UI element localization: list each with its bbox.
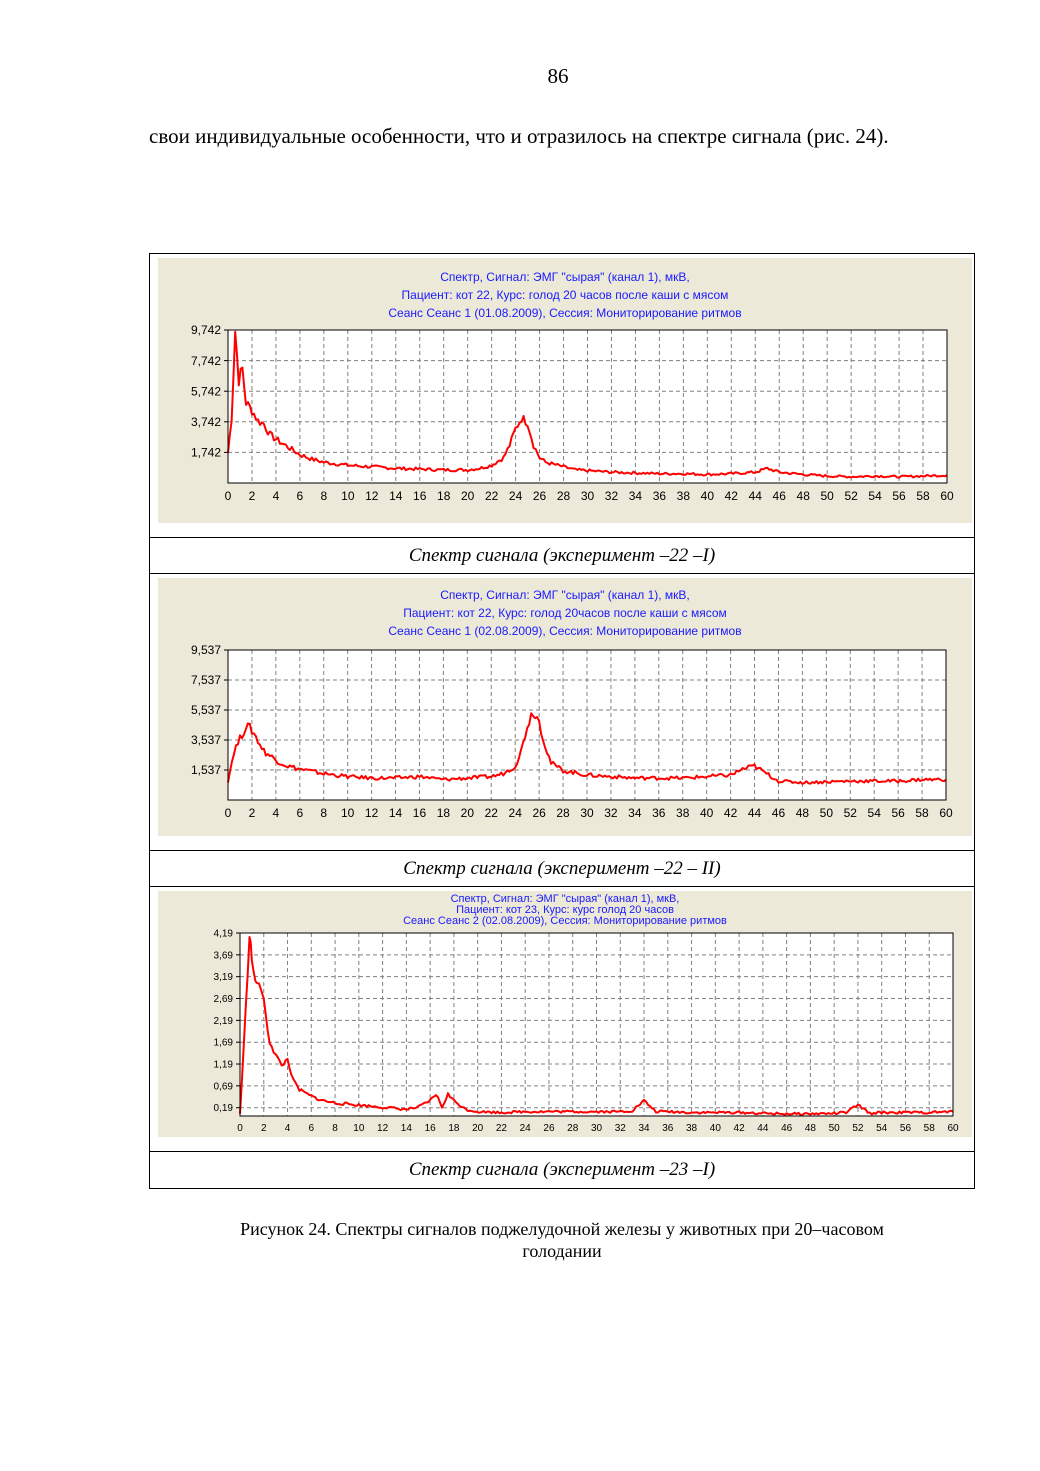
chart-1-x-tick-label: 52 [844, 489, 858, 503]
chart-1-title-line-1: Спектр, Сигнал: ЭМГ "сырая" (канал 1), мкВ, [440, 270, 690, 284]
chart-1-y-tick-label: 1,742 [190, 445, 221, 460]
chart-1-title-line-3: Сеанс Сеанс 1 (01.08.2009), Сессия: Мониторирование ритмов [388, 306, 742, 320]
chart-1-x-tick-label: 38 [676, 489, 691, 503]
body-paragraph: свои индивидуальные особенности, что и отразилось на спектре сигнала (рис. 24). [149, 124, 889, 148]
chart-3-y-tick-label: 3,19 [213, 972, 233, 984]
chart-1-x-tick-label: 48 [796, 489, 810, 503]
chart-1-x-tick-label: 12 [365, 489, 379, 503]
chart-2-title-line-1: Спектр, Сигнал: ЭМГ "сырая" (канал 1), мкВ, [440, 588, 690, 602]
chart-1-plot [158, 258, 972, 523]
chart-1-x-tick-label: 40 [700, 489, 715, 503]
chart-2-plot [158, 578, 972, 836]
chart-1-x-tick-label: 26 [532, 489, 547, 503]
chart-2-x-tick-label: 60 [939, 806, 953, 820]
chart-1-x-tick-label: 0 [224, 489, 232, 503]
chart-3-plot [158, 891, 972, 1137]
chart-3-x-tick-label: 52 [852, 1123, 864, 1134]
chart-1-x-tick-label: 58 [916, 489, 930, 503]
chart-2-x-tick-label: 58 [915, 806, 929, 820]
chart-1-y-tick-label: 7,742 [190, 353, 221, 368]
chart-3-title-line-1: Спектр, Сигнал: ЭМГ "сырая" (канал 1), мкВ, [450, 893, 680, 905]
chart-3-y-tick-label: 4,19 [213, 928, 233, 940]
chart-3-x-tick-label: 12 [377, 1123, 389, 1134]
chart-1-x-tick-label: 56 [892, 489, 906, 503]
chart-3-x-tick-label: 44 [757, 1123, 769, 1134]
chart-2-x-tick-label: 0 [224, 806, 232, 820]
chart-2-x-tick-label: 26 [532, 806, 546, 820]
chart-2-x-tick-label: 6 [296, 806, 304, 820]
chart-1-y-tick-label: 9,742 [190, 323, 221, 338]
chart-3-x-tick-label: 4 [284, 1123, 291, 1134]
chart-2-x-tick-label: 20 [460, 806, 475, 820]
chart-2-x-tick-label: 14 [388, 806, 403, 820]
chart-panel-1 [158, 258, 972, 523]
chart-3-x-tick-label: 40 [709, 1123, 721, 1134]
chart-1-x-tick-label: 16 [413, 489, 427, 503]
chart-1-x-tick-label: 42 [724, 489, 738, 503]
chart-2-y-tick-label: 7,537 [190, 673, 221, 688]
chart-3-x-tick-label: 50 [828, 1123, 840, 1134]
chart-3-x-tick-label: 24 [519, 1123, 531, 1134]
chart-3-y-tick-label: 2,19 [213, 1015, 233, 1027]
chart-2-y-tick-label: 5,537 [190, 703, 221, 718]
chart-1-x-tick-label: 8 [320, 489, 328, 503]
chart-1-x-tick-label: 46 [772, 489, 786, 503]
chart-3-x-tick-label: 2 [260, 1123, 267, 1134]
chart-2-title-line-3: Сеанс Сеанс 1 (02.08.2009), Сессия: Мониторирование ритмов [388, 624, 742, 638]
chart-1-x-tick-label: 18 [437, 489, 451, 503]
chart-2-x-tick-label: 8 [320, 806, 328, 820]
chart-3-title-line-2: Пациент: кот 23, Курс: курс голод 20 часов [456, 904, 674, 916]
chart-3-title-line-3: Сеанс Сеанс 2 (02.08.2009), Сессия: Мониторирование ритмов [403, 915, 727, 927]
chart-2-x-tick-label: 28 [556, 806, 570, 820]
chart-1-x-tick-label: 24 [508, 489, 523, 503]
chart-2-x-tick-label: 32 [604, 806, 618, 820]
chart-2-x-tick-label: 24 [508, 806, 522, 820]
chart-1-x-tick-label: 44 [748, 489, 762, 503]
chart-3-x-tick-label: 54 [876, 1123, 888, 1134]
chart-2-x-tick-label: 52 [843, 806, 857, 820]
chart-1-y-tick-label: 5,742 [190, 384, 221, 399]
chart-3-x-tick-label: 14 [400, 1123, 412, 1134]
chart-1-y-tick-label: 3,742 [190, 415, 221, 429]
chart-2-y-tick-label: 3,537 [190, 733, 221, 748]
chart-2-x-tick-label: 22 [484, 806, 498, 820]
chart-2-x-tick-label: 36 [652, 806, 666, 820]
chart-1-x-tick-label: 54 [868, 489, 882, 503]
chart-2-x-tick-label: 4 [272, 806, 280, 820]
chart-3-x-tick-label: 26 [543, 1123, 555, 1134]
chart-1-x-tick-label: 60 [940, 489, 954, 503]
chart-2-x-tick-label: 12 [364, 806, 379, 820]
chart-3-x-tick-label: 22 [495, 1123, 507, 1134]
chart-3-x-tick-label: 30 [590, 1123, 603, 1134]
chart-2-title-line-2: Пациент: кот 22, Курс: голод 20часов после каши с мясом [403, 606, 727, 620]
figure-caption-line-1: Рисунок 24. Спектры сигналов поджелудочной железы у животных при 20–часовом [240, 1219, 884, 1239]
chart-3-x-tick-label: 58 [923, 1123, 935, 1134]
chart-1-x-tick-label: 4 [272, 489, 280, 503]
chart-2-x-tick-label: 44 [747, 806, 762, 820]
chart-3-x-tick-label: 48 [804, 1123, 816, 1134]
chart-3-x-tick-label: 38 [686, 1123, 698, 1134]
chart-3-y-tick-label: 0,19 [213, 1103, 233, 1115]
page-number: 86 [547, 64, 569, 88]
chart-1-x-tick-label: 20 [460, 489, 475, 503]
chart-1-x-tick-label: 6 [296, 489, 304, 503]
chart-3-x-tick-label: 34 [638, 1123, 650, 1134]
chart-2-x-tick-label: 50 [819, 806, 834, 820]
chart-2-x-tick-label: 16 [412, 806, 427, 820]
figure-caption [149, 1218, 975, 1262]
chart-1-x-tick-label: 28 [556, 489, 571, 503]
chart-panel-2 [158, 578, 972, 836]
chart-1-x-tick-label: 22 [484, 489, 499, 503]
chart-3-x-tick-label: 60 [947, 1123, 959, 1134]
chart-1-x-tick-label: 30 [580, 489, 595, 503]
chart-2-x-tick-label: 56 [891, 806, 905, 820]
chart-2-x-tick-label: 18 [436, 806, 451, 820]
chart-3-x-tick-label: 16 [424, 1123, 436, 1134]
chart-2-x-tick-label: 54 [867, 806, 881, 820]
chart-3-x-tick-label: 10 [353, 1123, 365, 1134]
chart-3-x-tick-label: 28 [567, 1123, 579, 1134]
chart-2-x-tick-label: 10 [340, 806, 355, 820]
chart-2-caption: Спектр сигнала (эксперимент –22 – II) [150, 850, 974, 887]
chart-3-x-tick-label: 56 [899, 1123, 912, 1134]
chart-3-y-tick-label: 1,19 [213, 1059, 233, 1071]
chart-1-caption: Спектр сигнала (эксперимент –22 –I) [150, 537, 974, 574]
chart-1-x-tick-label: 10 [341, 489, 355, 503]
chart-3-x-tick-label: 46 [781, 1123, 793, 1134]
chart-2-x-tick-label: 34 [628, 806, 642, 820]
chart-2-y-tick-label: 1,537 [190, 763, 221, 778]
chart-1-x-tick-label: 50 [820, 489, 834, 503]
figure-caption-line-2: голодании [522, 1241, 602, 1261]
chart-3-x-tick-label: 6 [308, 1123, 315, 1134]
chart-1-x-tick-label: 32 [604, 489, 619, 503]
chart-3-x-tick-label: 18 [448, 1123, 460, 1134]
chart-1-x-tick-label: 36 [652, 489, 667, 503]
chart-2-x-tick-label: 40 [699, 806, 714, 820]
chart-2-x-tick-label: 2 [248, 806, 256, 820]
chart-2-x-tick-label: 38 [676, 806, 690, 820]
chart-2-y-tick-label: 9,537 [190, 643, 221, 658]
chart-2-x-tick-label: 30 [580, 806, 594, 820]
chart-3-x-tick-label: 0 [237, 1123, 243, 1134]
chart-2-x-tick-label: 48 [795, 806, 810, 820]
chart-3-caption: Спектр сигнала (эксперимент –23 –I) [150, 1151, 974, 1188]
chart-1-x-tick-label: 34 [628, 489, 643, 503]
chart-1-x-tick-label: 14 [389, 489, 403, 503]
chart-3-x-tick-label: 42 [733, 1123, 745, 1134]
chart-2-x-tick-label: 42 [723, 806, 738, 820]
chart-2-x-tick-label: 46 [771, 806, 786, 820]
figure-table [149, 253, 975, 1189]
chart-3-x-tick-label: 8 [332, 1123, 338, 1134]
chart-1-title-line-2: Пациент: кот 22, Курс: голод 20 часов после каши с мясом [401, 288, 729, 302]
chart-3-y-tick-label: 3,69 [213, 950, 233, 962]
chart-3-x-tick-label: 32 [614, 1123, 626, 1134]
chart-panel-3 [158, 891, 972, 1137]
chart-3-x-tick-label: 20 [472, 1123, 484, 1134]
chart-3-y-tick-label: 2,69 [213, 994, 233, 1006]
chart-3-y-tick-label: 0,69 [213, 1081, 233, 1093]
chart-3-y-tick-label: 1,69 [213, 1037, 233, 1049]
chart-3-x-tick-label: 36 [662, 1123, 674, 1134]
chart-1-x-tick-label: 2 [248, 489, 256, 503]
